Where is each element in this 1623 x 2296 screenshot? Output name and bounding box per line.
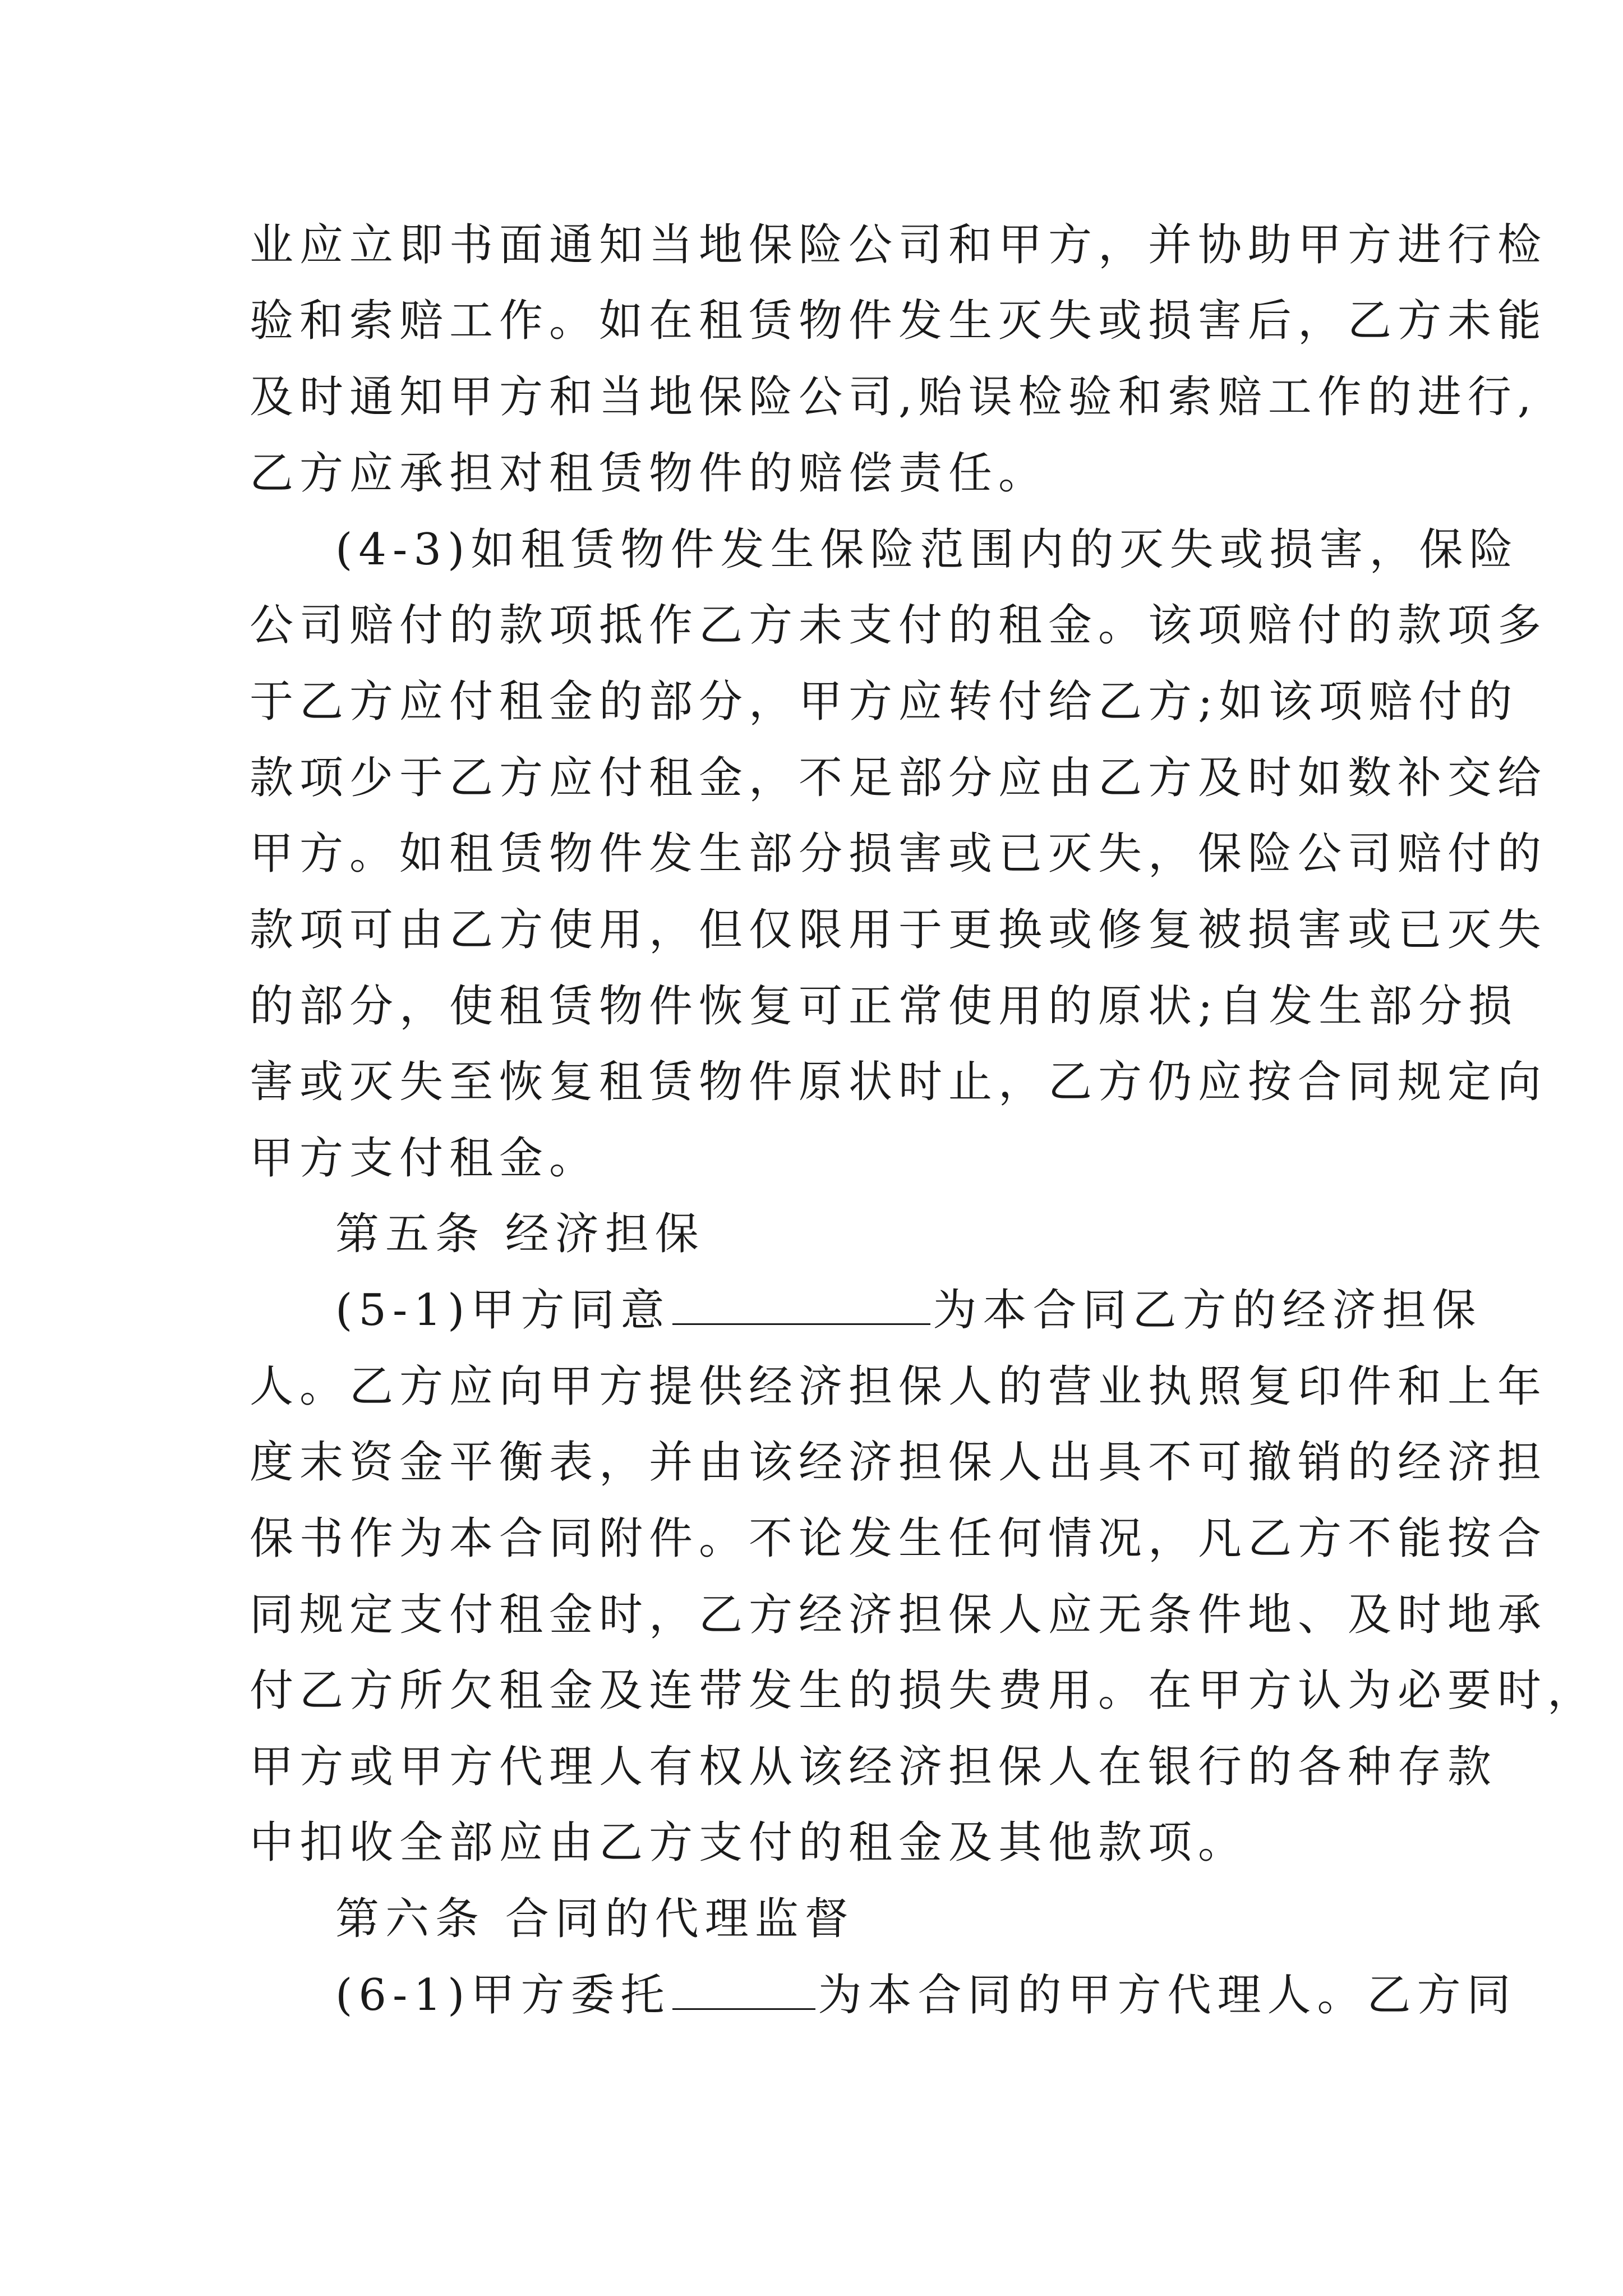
text-line: 于乙方应付租金的部分，甲方应转付给乙方;如该项赔付的 <box>250 677 1519 727</box>
text-segment: 为本合同乙方的经济担保 <box>933 1285 1482 1336</box>
text-line: 人。乙方应向甲方提供经济担保人的营业执照复印件和上年 <box>250 1361 1548 1412</box>
section-heading-6: 第六条 合同的代理监督 <box>335 1894 855 1944</box>
text-line: 乙方应承担对租赁物件的赔偿责任。 <box>250 448 1049 499</box>
text-line: (4-3)如租赁物件发生保险范围内的灭失或损害，保险 <box>335 524 1519 575</box>
text-line: 同规定支付租金时，乙方经济担保人应无条件地、及时地承 <box>250 1590 1548 1640</box>
text-line: 业应立即书面通知当地保险公司和甲方，并协助甲方进行检 <box>250 220 1548 270</box>
text-line: 款项可由乙方使用，但仅限用于更换或修复被损害或已灭失 <box>250 905 1548 955</box>
section-heading-5: 第五条 经济担保 <box>335 1209 705 1259</box>
text-segment: (6-1)甲方委托 <box>335 1970 671 2021</box>
text-line: 保书作为本合同附件。不论发生任何情况，凡乙方不能按合 <box>250 1513 1548 1564</box>
text-line-with-blank <box>335 1277 1482 1344</box>
text-line: 害或灭失至恢复租赁物件原状时止，乙方仍应按合同规定向 <box>250 1057 1548 1107</box>
fill-in-blank[interactable] <box>672 1973 815 2010</box>
text-line: 甲方。如租赁物件发生部分损害或已灭失，保险公司赔付的 <box>250 829 1548 879</box>
text-segment: (5-1)甲方同意 <box>335 1285 671 1336</box>
text-line: 中扣收全部应由乙方支付的租金及其他款项。 <box>250 1818 1248 1868</box>
text-line: 度末资金平衡表，并由该经济担保人出具不可撤销的经济担 <box>250 1437 1548 1488</box>
text-line-with-blank <box>335 1962 1517 2029</box>
text-line: 及时通知甲方和当地保险公司,贻误检验和索赔工作的进行, <box>250 372 1538 422</box>
text-line: 甲方支付租金。 <box>250 1133 600 1184</box>
text-line: 的部分，使租赁物件恢复可正常使用的原状;自发生部分损 <box>250 981 1519 1032</box>
text-line: 款项少于乙方应付租金，不足部分应由乙方及时如数补交给 <box>250 753 1548 803</box>
fill-in-blank[interactable] <box>672 1289 930 1325</box>
text-line: 公司赔付的款项抵作乙方未支付的租金。该项赔付的款项多 <box>250 600 1548 651</box>
text-line: 付乙方所欠租金及连带发生的损失费用。在甲方认为必要时， <box>250 1665 1598 1716</box>
text-line: 甲方或甲方代理人有权从该经济担保人在银行的各种存款 <box>250 1742 1498 1792</box>
text-line: 验和索赔工作。如在租赁物件发生灭失或损害后，乙方未能 <box>250 296 1548 346</box>
text-segment: 为本合同的甲方代理人。乙方同 <box>818 1970 1517 2021</box>
